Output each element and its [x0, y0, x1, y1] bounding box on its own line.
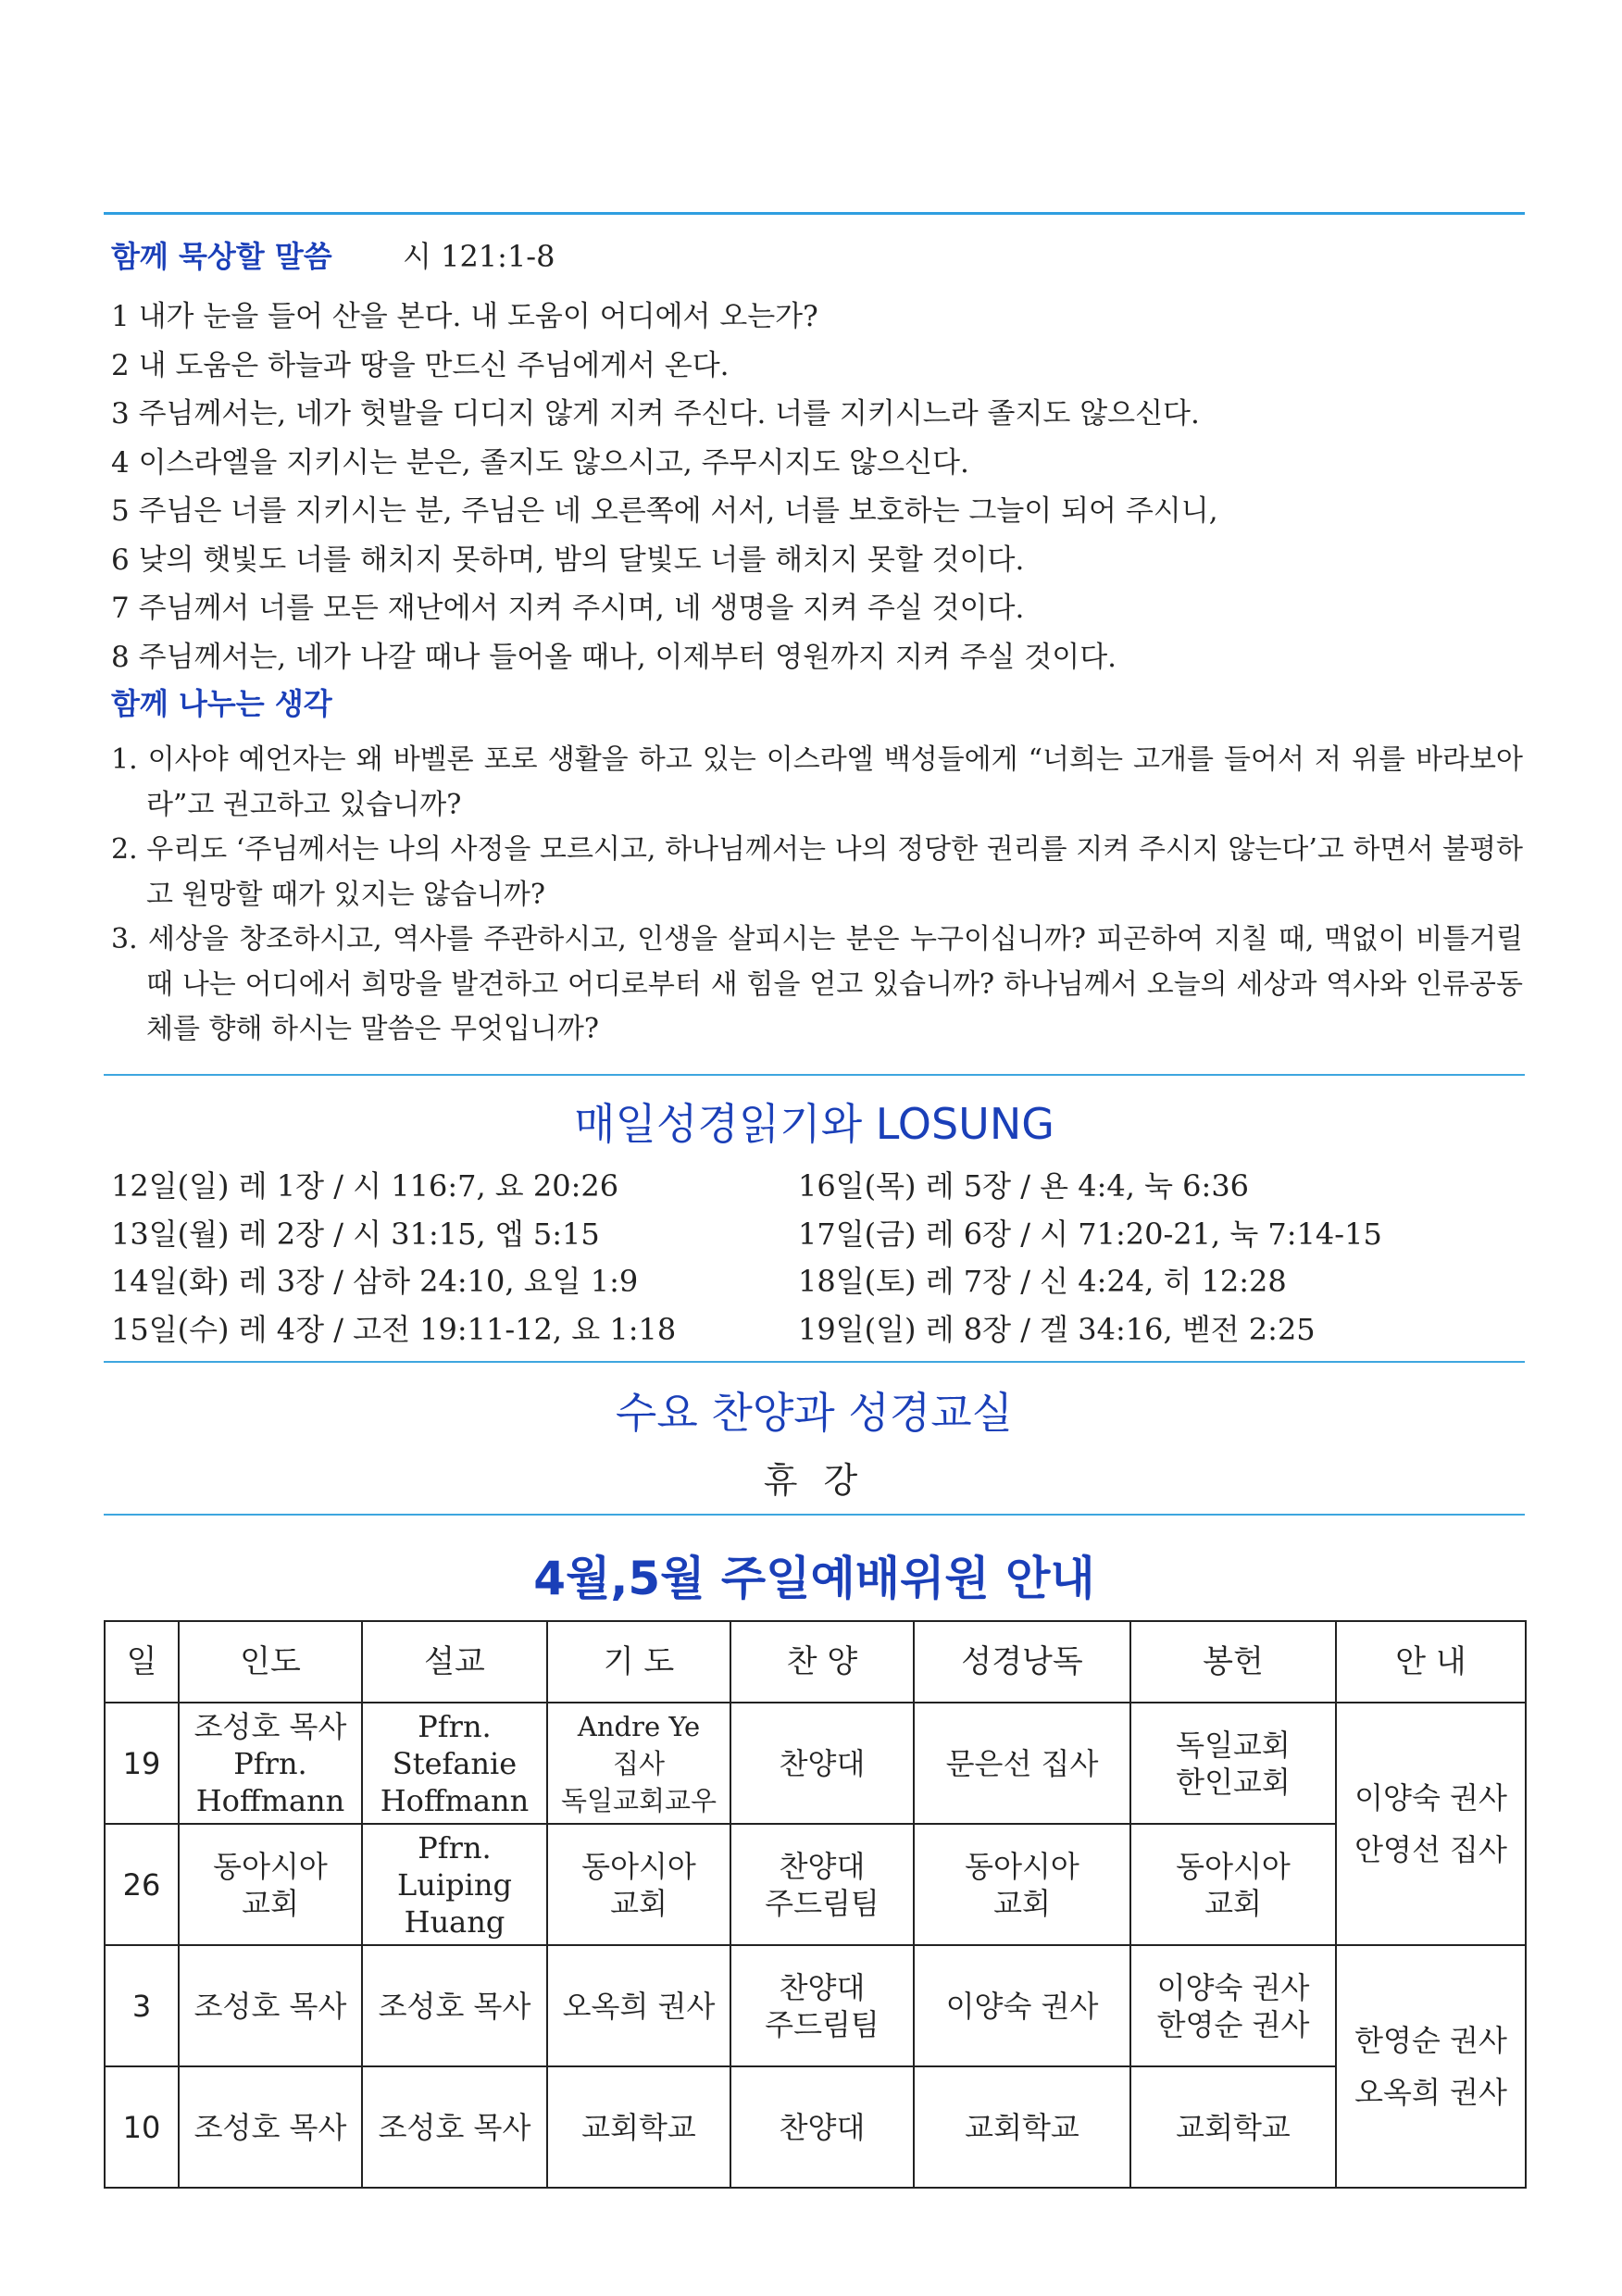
cell-prayer: 오옥희 권사 [547, 1945, 730, 2066]
question-item: 1. 이사야 예언자는 왜 바벨론 포로 생활을 하고 있는 이스라엘 백성들에게 “너희는 고개를 들어서 저 위를 바라보아라”고 권고하고 있습니까? [111, 743, 1523, 821]
recess-notice: 휴 강 [763, 1460, 866, 1501]
header-usher: 안 내 [1336, 1621, 1526, 1703]
verse-list [111, 293, 1218, 681]
sharing-heading: 함께 나누는 생각 [111, 686, 332, 721]
cell-sermon: 조성호 목사 [362, 1945, 547, 2066]
verse-line: 8 주님께서는, 네가 나갈 때나 들어올 때나, 이제부터 영원까지 지켜 주실 것이다. [111, 640, 1117, 674]
cell-praise: 찬양대 [730, 2066, 914, 2188]
divider [104, 1361, 1525, 1363]
verse-line: 6 낮의 햇빛도 너를 해치지 못하며, 밤의 달빛도 너를 해치지 못할 것이다. [111, 543, 1025, 577]
divider [104, 1074, 1525, 1076]
question-item: 2. 우리도 ‘주님께서는 나의 사정을 모르시고, 하나님께서는 나의 정당한 권리를 지켜 주시지 않는다’고 하면서 불평하고 원망할 때가 있지는 않습니까? [111, 833, 1523, 911]
cell-day: 26 [105, 1824, 179, 1945]
table-row [105, 1824, 1526, 1945]
table-header-row [105, 1621, 1526, 1703]
duty-table [104, 1620, 1527, 2189]
cell-lead: 조성호 목사 Pfrn. Hoffmann [179, 1703, 362, 1824]
cell-lead: 조성호 목사 [179, 2066, 362, 2188]
cell-reading: 동아시아 교회 [914, 1824, 1130, 1945]
cell-ushers-may: 한영순 권사 오옥희 권사 [1336, 1945, 1526, 2188]
reading-list-right [798, 1163, 1382, 1354]
cell-sermon: 조성호 목사 [362, 2066, 547, 2188]
cell-offering: 동아시아 교회 [1130, 1824, 1336, 1945]
table-row [105, 2066, 1526, 2188]
duty-title: 4월,5월 주일예배위원 안내 [533, 1552, 1095, 1605]
cell-ushers-april: 이양숙 권사 안영선 집사 [1336, 1703, 1526, 1945]
reading-item: 13일(월) 레 2장 / 시 31:15, 엡 5:15 [111, 1216, 600, 1252]
cell-praise: 찬양대 주드림팀 [730, 1824, 914, 1945]
verse-line: 3 주님께서는, 네가 헛발을 디디지 않게 지켜 주신다. 너를 지키시느라 졸지도 않으신다. [111, 397, 1200, 430]
verse-line: 4 이스라엘을 지키시는 분은, 졸지도 않으시고, 주무시지도 않으신다. [111, 445, 969, 480]
verse-line: 2 내 도움은 하늘과 땅을 만드신 주님에게서 온다. [111, 348, 730, 382]
cell-day: 19 [105, 1703, 179, 1824]
meditation-heading: 함께 묵상할 말씀 [111, 239, 332, 274]
cell-lead: 동아시아 교회 [179, 1824, 362, 1945]
verse-line: 5 주님은 너를 지키시는 분, 주님은 네 오른쪽에 서서, 너를 보호하는 그늘이 되어 주시니, [111, 494, 1218, 528]
table-row [105, 1945, 1526, 2066]
question-item: 3. 세상을 창조하시고, 역사를 주관하시고, 인생을 살피시는 분은 누구이십니까? 피곤하여 지칠 때, 맥없이 비틀거릴 때 나는 어디에서 희망을 발견하고 어디로부터 새 힘을 얻고 있습니까? 하나님께서 오늘의 세상과 역사와 인류공동체를 향해 하시는 말씀은 무엇입니까? [111, 923, 1523, 1045]
cell-day: 10 [105, 2066, 179, 2188]
cell-prayer: 교회학교 [547, 2066, 730, 2188]
cell-reading: 이양숙 권사 [914, 1945, 1130, 2066]
cell-reading: 문은선 집사 [914, 1703, 1130, 1824]
cell-reading: 교회학교 [914, 2066, 1130, 2188]
reading-item: 18일(토) 레 7장 / 신 4:24, 히 12:28 [798, 1264, 1287, 1299]
cell-prayer: 동아시아 교회 [547, 1824, 730, 1945]
divider [104, 1514, 1525, 1516]
cell-praise: 찬양대 주드림팀 [730, 1945, 914, 2066]
cell-sermon: Pfrn. Stefanie Hoffmann [362, 1703, 547, 1824]
cell-sermon: Pfrn. Luiping Huang [362, 1824, 547, 1945]
wednesday-title: 수요 찬양과 성경교실 [615, 1388, 1014, 1438]
cell-offering: 교회학교 [1130, 2066, 1336, 2188]
question-list [111, 738, 1523, 1053]
header-sermon: 설교 [362, 1621, 547, 1703]
cell-offering: 이양숙 권사 한영순 권사 [1130, 1945, 1336, 2066]
scripture-reference: 시 121:1-8 [403, 239, 555, 274]
reading-item: 16일(목) 레 5장 / 욘 4:4, 눅 6:36 [798, 1168, 1250, 1204]
verse-line: 1 내가 눈을 들어 산을 본다. 내 도움이 어디에서 오는가? [111, 300, 818, 333]
cell-lead: 조성호 목사 [179, 1945, 362, 2066]
header-praise: 찬 양 [730, 1621, 914, 1703]
reading-item: 12일(일) 레 1장 / 시 116:7, 요 20:26 [111, 1168, 619, 1204]
cell-day: 3 [105, 1945, 179, 2066]
table-row [105, 1703, 1526, 1824]
header-lead: 인도 [179, 1621, 362, 1703]
verse-line: 7 주님께서 너를 모든 재난에서 지켜 주시며, 네 생명을 지켜 주실 것이다. [111, 592, 1025, 625]
cell-praise: 찬양대 [730, 1703, 914, 1824]
reading-item: 14일(화) 레 3장 / 삼하 24:10, 요일 1:9 [111, 1264, 639, 1299]
reading-item: 19일(일) 레 8장 / 겔 34:16, 벧전 2:25 [798, 1311, 1316, 1347]
header-day: 일 [105, 1621, 179, 1703]
reading-item: 15일(수) 레 4장 / 고전 19:11-12, 요 1:18 [111, 1311, 677, 1347]
header-prayer: 기 도 [547, 1621, 730, 1703]
cell-prayer: Andre Ye 집사 독일교회교우 [547, 1703, 730, 1824]
daily-reading-title: 매일성경읽기와 LOSUNG [574, 1099, 1054, 1149]
reading-list-left [111, 1163, 676, 1354]
cell-offering: 독일교회 한인교회 [1130, 1703, 1336, 1824]
top-divider [104, 212, 1525, 215]
reading-item: 17일(금) 레 6장 / 시 71:20-21, 눅 7:14-15 [798, 1216, 1382, 1252]
header-reading: 성경낭독 [914, 1621, 1130, 1703]
header-offering: 봉헌 [1130, 1621, 1336, 1703]
